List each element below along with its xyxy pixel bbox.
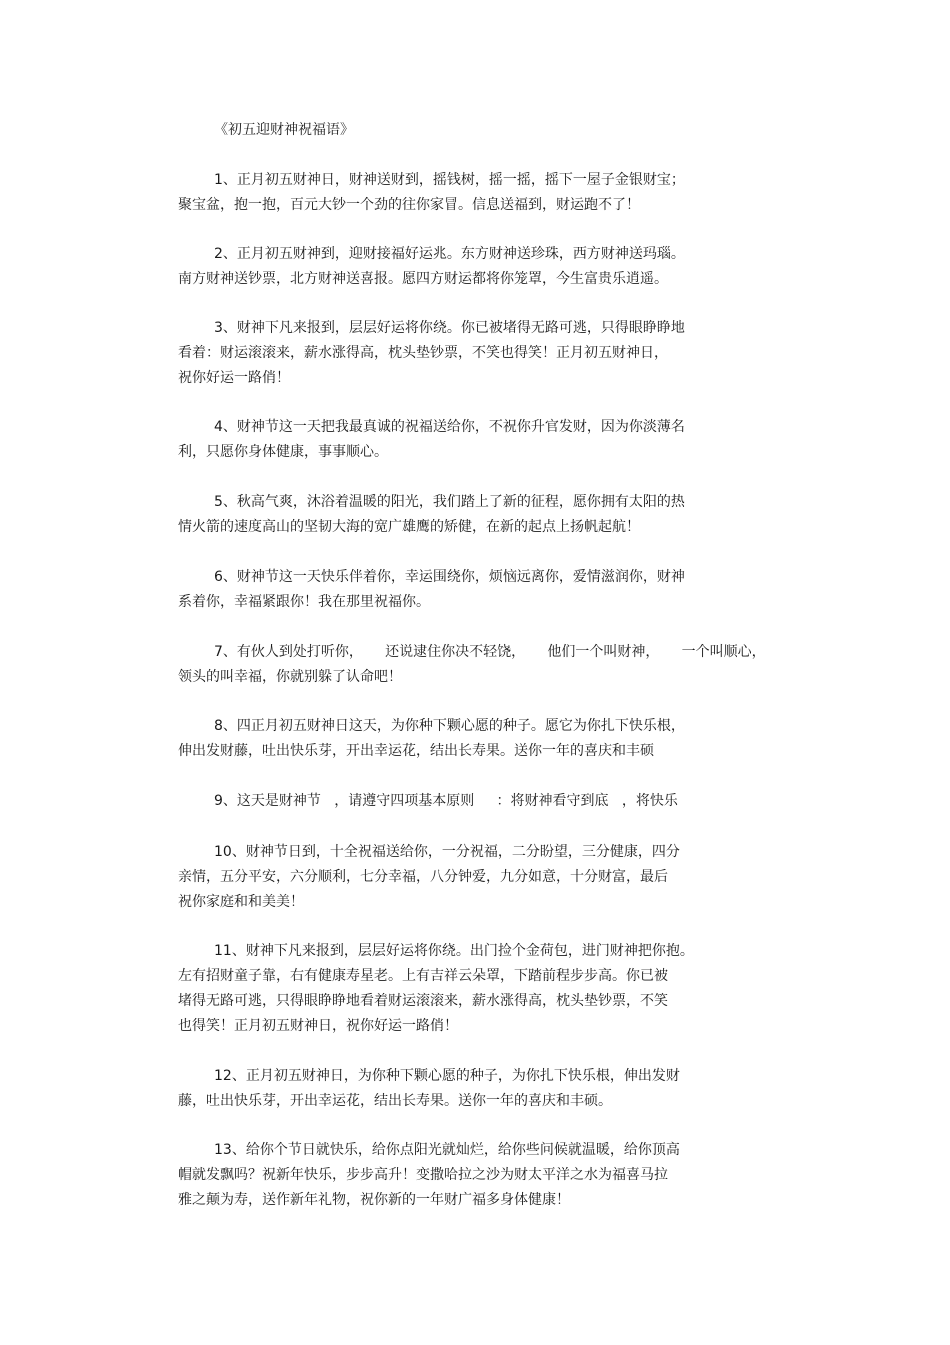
paragraph-line: 利，只愿你身体健康，事事顺心。 — [178, 444, 388, 460]
paragraph-8 — [178, 714, 685, 764]
paragraph-4 — [178, 415, 685, 465]
paragraph-line: 雅之颠为寿，送作新年礼物，祝你新的一年财广福多身体健康！ — [178, 1192, 570, 1208]
paragraph-line: 聚宝盆，抱一抱，百元大钞一个劲的往你家冒。信息送福到，财运跑不了！ — [178, 197, 640, 213]
paragraph-line: 藤，吐出快乐芽，开出幸运花，结出长寿果。送你一年的喜庆和丰硕。 — [178, 1093, 612, 1109]
paragraph-1 — [178, 168, 685, 218]
paragraph-10 — [178, 840, 680, 915]
paragraph-11 — [178, 939, 694, 1039]
paragraph-line: 帽就发飘吗？祝新年快乐，步步高升！变撒哈拉之沙为财太平洋之水为福喜马拉 — [178, 1167, 668, 1183]
paragraph-line: 10、财神节日到，十全祝福送给你，一分祝福，二分盼望，三分健康，四分 — [214, 844, 680, 860]
paragraph-line: 伸出发财藤，吐出快乐芽，开出幸运花，结出长寿果。送你一年的喜庆和丰硕 — [178, 743, 654, 759]
paragraph-line: 2、正月初五财神到，迎财接福好运兆。东方财神送珍珠，西方财神送玛瑙。 — [214, 246, 685, 262]
paragraph-line: 4、财神节这一天把我最真诚的祝福送给你，不祝你升官发财，因为你淡薄名 — [214, 419, 685, 435]
paragraph-12 — [178, 1064, 680, 1114]
paragraph-line: 祝你好运一路俏！ — [178, 370, 290, 386]
paragraph-6 — [178, 565, 685, 615]
paragraph-line: 1、正月初五财神日，财神送财到，摇钱树，摇一摇，摇下一屋子金银财宝； — [214, 172, 685, 188]
paragraph-line: 5、秋高气爽，沐浴着温暖的阳光，我们踏上了新的征程，愿你拥有太阳的热 — [214, 494, 685, 510]
paragraph-line: 看着：财运滚滚来，薪水涨得高，枕头垫钞票，不笑也得笑！正月初五财神日， — [178, 345, 668, 361]
paragraph-line: 情火箭的速度高山的坚韧大海的宽广雄鹰的矫健，在新的起点上扬帆起航！ — [178, 519, 640, 535]
paragraph-7 — [178, 640, 766, 690]
paragraph-line: 12、正月初五财神日，为你种下颗心愿的种子，为你扎下快乐根，伸出发财 — [214, 1068, 680, 1084]
paragraph-line: 7、有伙人到处打听你， 还说逮住你决不轻饶， 他们一个叫财神， 一个叫顺心， — [214, 644, 766, 660]
paragraph-line: 堵得无路可逃，只得眼睁睁地看着财运滚滚来，薪水涨得高，枕头垫钞票，不笑 — [178, 993, 668, 1009]
paragraph-5 — [178, 490, 685, 540]
paragraph-line: 南方财神送钞票，北方财神送喜报。愿四方财运都将你笼罩，今生富贵乐逍遥。 — [178, 271, 668, 287]
paragraph-line: 11、财神下凡来报到，层层好运将你绕。出门捡个金荷包，进门财神把你抱。 — [214, 943, 694, 959]
document-title: 《初五迎财神祝福语》 — [214, 122, 354, 138]
paragraph-line: 13、给你个节日就快乐，给你点阳光就灿烂，给你些问候就温暖，给你顶高 — [214, 1142, 680, 1158]
paragraph-3 — [178, 316, 685, 391]
paragraph-line: 3、财神下凡来报到，层层好运将你绕。你已被堵得无路可逃，只得眼睁睁地 — [214, 320, 685, 336]
paragraph-line: 祝你家庭和和美美！ — [178, 894, 304, 910]
paragraph-line: 9、这天是财神节 ，请遵守四项基本原则 ：将财神看守到底 ，将快乐 — [214, 793, 678, 809]
paragraph-line: 亲情，五分平安，六分顺利，七分幸福，八分钟爱，九分如意，十分财富，最后 — [178, 869, 668, 885]
paragraph-2 — [178, 242, 685, 292]
paragraph-line: 左有招财童子靠，右有健康寿星老。上有吉祥云朵罩，下踏前程步步高。你已被 — [178, 968, 668, 984]
paragraph-line: 系着你，幸福紧跟你！我在那里祝福你。 — [178, 594, 430, 610]
paragraph-line: 8、四正月初五财神日这天，为你种下颗心愿的种子。愿它为你扎下快乐根， — [214, 718, 685, 734]
paragraph-line: 6、财神节这一天快乐伴着你，幸运围绕你，烦恼远离你，爱情滋润你，财神 — [214, 569, 685, 585]
paragraph-line: 领头的叫幸福，你就别躲了认命吧！ — [178, 669, 402, 685]
paragraph-line: 也得笑！正月初五财神日，祝你好运一路俏！ — [178, 1018, 458, 1034]
paragraph-13 — [178, 1138, 680, 1213]
paragraph-9 — [178, 789, 678, 814]
